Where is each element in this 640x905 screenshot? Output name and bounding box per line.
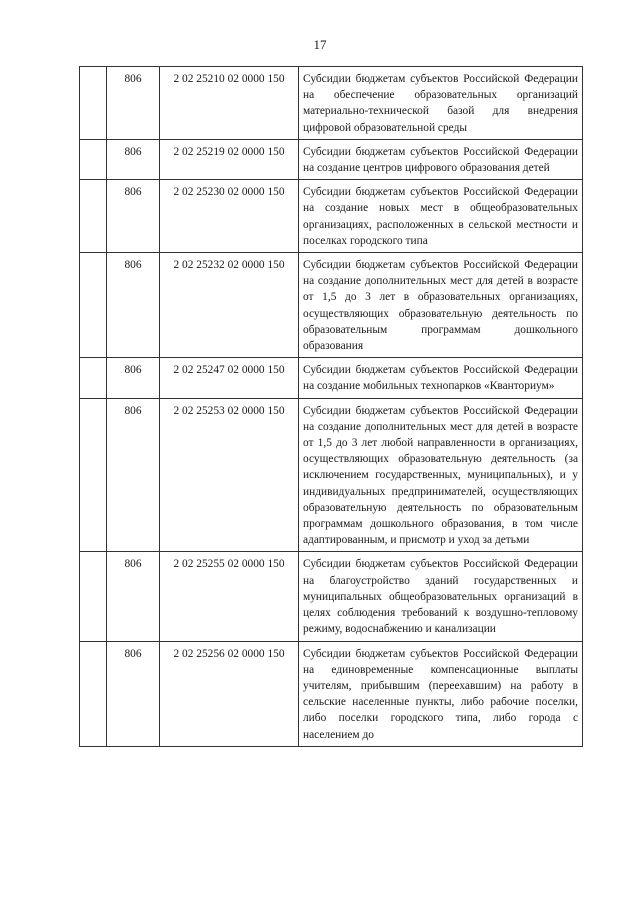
budget-code-cell: 2 02 25247 02 0000 150 xyxy=(160,358,299,398)
blank-cell xyxy=(80,398,107,552)
table-row xyxy=(80,253,583,358)
revenue-name-cell: Субсидии бюджетам субъектов Российской Федерации на обеспечение образовательных организаций материально-технической базой для внедрения цифровой образовательной среды xyxy=(299,67,583,140)
table-row xyxy=(80,398,583,552)
blank-cell xyxy=(80,67,107,140)
revenue-name-cell: Субсидии бюджетам субъектов Российской Федерации на создание дополнительных мест для детей в возрасте от 1,5 до 3 лет в образовательных организациях, осуществляющих образовательную деятельность по образовательным программам дошкольного образования xyxy=(299,253,583,358)
blank-cell xyxy=(80,552,107,641)
admin-code-cell: 806 xyxy=(107,253,160,358)
revenue-name-cell: Субсидии бюджетам субъектов Российской Федерации на единовременные компенсационные выплаты учителям, прибывшим (переехавшим) на работу в сельские населенные пункты, либо рабочие поселки, либо поселки городского типа, либо города с населением до xyxy=(299,641,583,746)
blank-cell xyxy=(80,139,107,179)
admin-code-cell: 806 xyxy=(107,67,160,140)
table-row xyxy=(80,358,583,398)
budget-code-cell: 2 02 25255 02 0000 150 xyxy=(160,552,299,641)
budget-code-cell: 2 02 25219 02 0000 150 xyxy=(160,139,299,179)
blank-cell xyxy=(80,641,107,746)
revenue-name-cell: Субсидии бюджетам субъектов Российской Федерации на создание центров цифрового образования детей xyxy=(299,139,583,179)
revenue-name-cell: Субсидии бюджетам субъектов Российской Федерации на создание мобильных технопарков «Кванториум» xyxy=(299,358,583,398)
blank-cell xyxy=(80,180,107,253)
table-row xyxy=(80,139,583,179)
admin-code-cell: 806 xyxy=(107,358,160,398)
budget-code-cell: 2 02 25232 02 0000 150 xyxy=(160,253,299,358)
revenue-name-cell: Субсидии бюджетам субъектов Российской Федерации на создание дополнительных мест для детей в возрасте от 1,5 до 3 лет любой направленности в организациях, осуществляющих образовательную деятельность (за исключением государственных, муниципальных), и у индивидуальных предпринимателей, осуществляющих образовательную деятельность по образовательным программам дошкольного образования, в том числе адаптированным, и присмотр и уход за детьми xyxy=(299,398,583,552)
budget-code-cell: 2 02 25210 02 0000 150 xyxy=(160,67,299,140)
table-row xyxy=(80,67,583,140)
blank-cell xyxy=(80,358,107,398)
admin-code-cell: 806 xyxy=(107,398,160,552)
budget-code-cell: 2 02 25256 02 0000 150 xyxy=(160,641,299,746)
table-row xyxy=(80,641,583,746)
admin-code-cell: 806 xyxy=(107,139,160,179)
table-row xyxy=(80,552,583,641)
admin-code-cell: 806 xyxy=(107,641,160,746)
revenue-name-cell: Субсидии бюджетам субъектов Российской Федерации на благоустройство зданий государственных и муниципальных общеобразовательных организаций в целях соблюдения требований к воздушно-тепловому режиму, водоснабжению и канализации xyxy=(299,552,583,641)
revenue-classification-table xyxy=(79,66,583,747)
table-row xyxy=(80,180,583,253)
admin-code-cell: 806 xyxy=(107,552,160,641)
revenue-name-cell: Субсидии бюджетам субъектов Российской Федерации на создание новых мест в общеобразовательных организациях, расположенных в сельской местности и поселках городского типа xyxy=(299,180,583,253)
blank-cell xyxy=(80,253,107,358)
budget-code-cell: 2 02 25230 02 0000 150 xyxy=(160,180,299,253)
budget-code-cell: 2 02 25253 02 0000 150 xyxy=(160,398,299,552)
page-number: 17 xyxy=(313,37,327,52)
admin-code-cell: 806 xyxy=(107,180,160,253)
